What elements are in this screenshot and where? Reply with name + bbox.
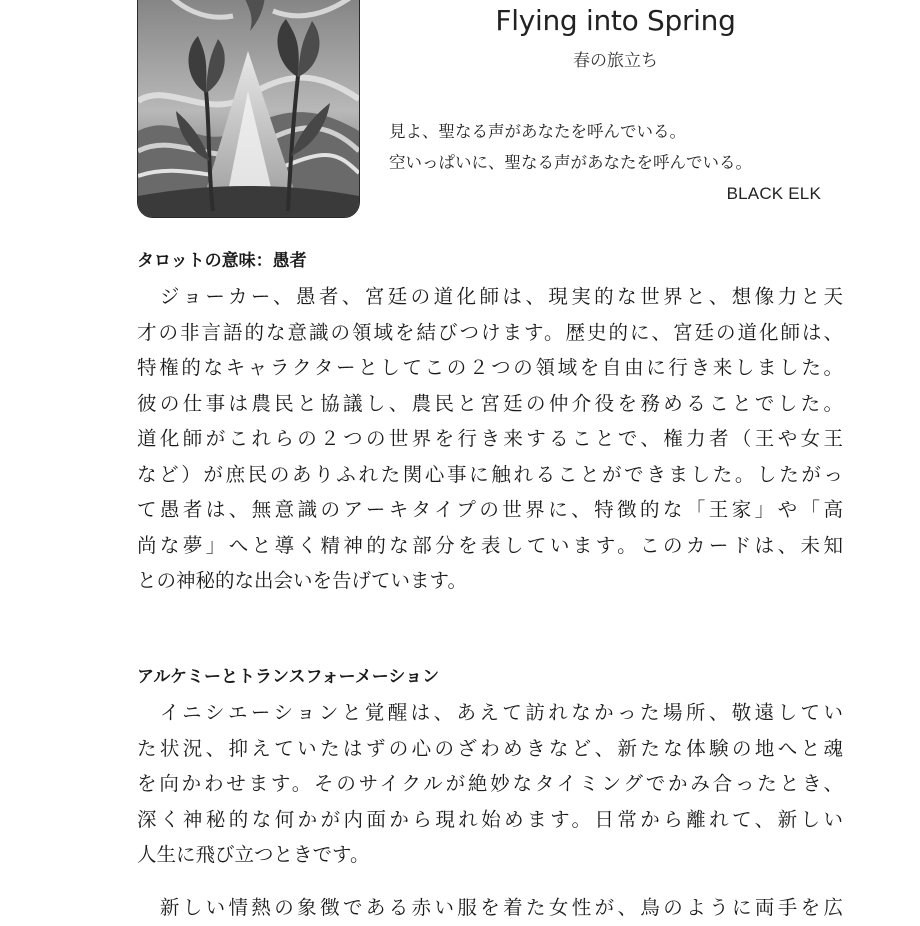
epigraph-quote (389, 116, 829, 209)
card-subtitle: 春の旅立ち (573, 51, 658, 71)
section-alchemy-transformation (137, 665, 843, 873)
paragraph-line: 道化師がこれらの２つの世界を行き来することで、権力者（王や女王 (137, 427, 843, 450)
paragraph-line: て愚者は、無意識のアーキタイプの世界に、特徴的な「王家」や「高 (137, 498, 843, 521)
paragraph-line: との神秘的な出会いを告げています。 (137, 569, 467, 592)
quote-line: 見よ、聖なる声があなたを呼んでいる。 (389, 122, 686, 141)
card-illustration (137, 0, 360, 218)
card-title: Flying into Spring (495, 4, 736, 37)
paragraph-line: 尚な夢」へと導く精神的な部分を表しています。このカードは、未知 (137, 533, 843, 557)
paragraph-line: た状況、抑えていたはずの心のざわめきなど、新たな体験の地へと魂 (137, 736, 843, 760)
paragraph-line: 人生に飛び立つときです。 (137, 843, 370, 866)
paragraph-line: ジョーカー、愚者、宮廷の道化師は、現実的な世界と、想像力と天 (137, 285, 843, 308)
section-paragraph (137, 695, 843, 873)
section-heading: タロットの意味：愚者 (137, 251, 307, 271)
section-heading: アルケミーとトランスフォーメーション (137, 667, 440, 687)
quote-attribution: BLACK ELK (726, 184, 821, 203)
paragraph-line: 特権的なキャラクターとしてこの２つの領域を自由に行き来しました。 (137, 356, 843, 379)
paragraph-line: イニシエーションと覚醒は、あえて訪れなかった場所、敬遠してい (137, 701, 843, 724)
section-tarot-meaning (137, 249, 843, 599)
section-paragraph (137, 279, 843, 599)
paragraph-line: 深く神秘的な何かが内面から現れ始めます。日常から離れて、新しい (137, 807, 843, 831)
paragraph-line: 才の非言語的な意識の領域を結びつけます。歴史的に、宮廷の道化師は、 (137, 320, 843, 344)
quote-line: 空いっぱいに、聖なる声があなたを呼んでいる。 (389, 153, 752, 172)
paragraph-line: を向かわせます。そのサイクルが絶妙なタイミングでかみ合ったとき、 (137, 772, 843, 795)
paragraph-line: など）が庶民のありふれた関心事に触れることができました。したがっ (137, 462, 843, 486)
paragraph-line: 彼の仕事は農民と協議し、農民と宮廷の仲介役を務めることでした。 (137, 391, 843, 415)
paragraph-line: 新しい情熱の象徴である赤い服を着た女性が、鳥のように両手を広 (137, 896, 843, 919)
